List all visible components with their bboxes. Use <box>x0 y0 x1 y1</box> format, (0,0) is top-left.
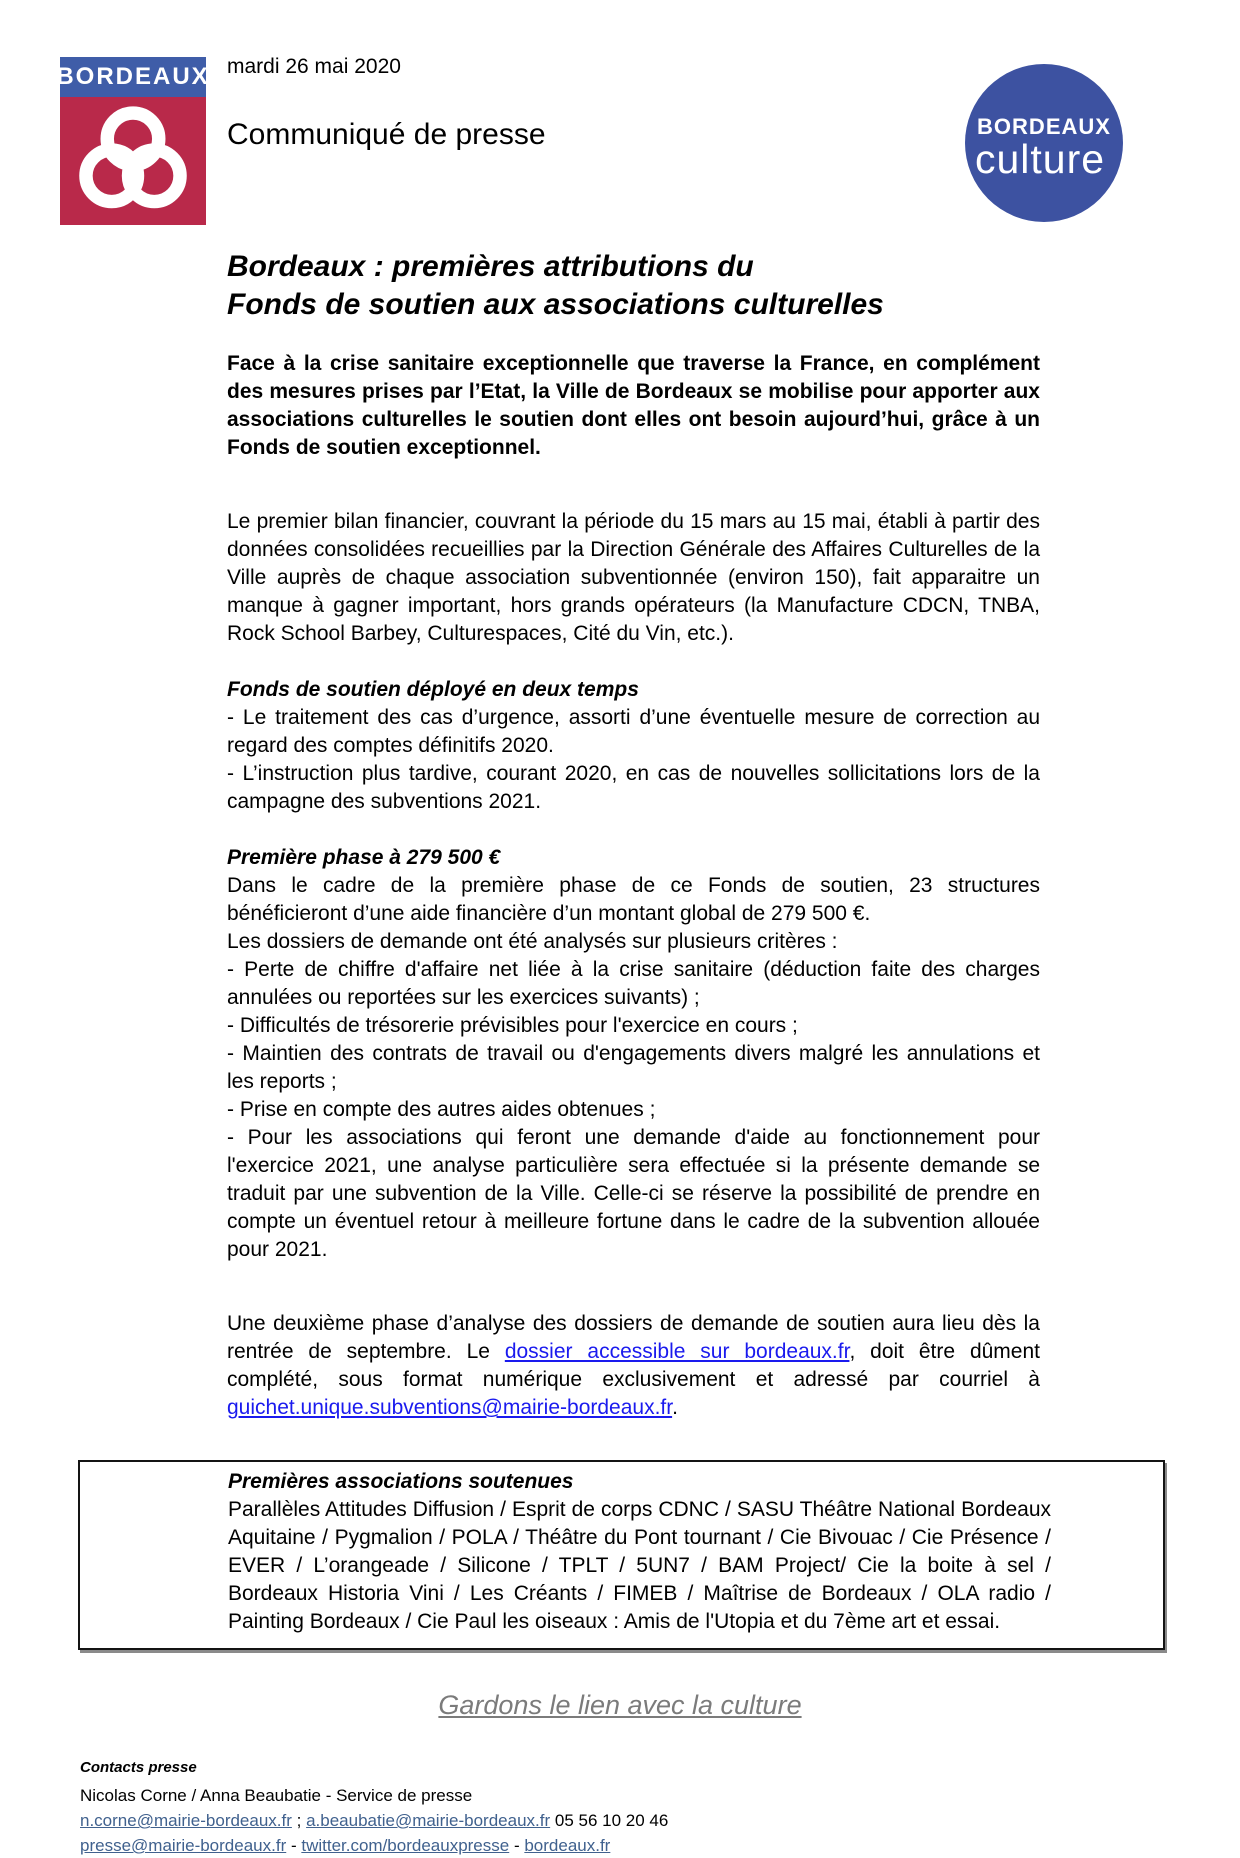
closing-text-1: Une deuxième phase d’analyse des dossiers de demande de soutien aura lieu dès la rentrée de septembre. Le <box>227 1312 1040 1363</box>
closing-text-2: , doit être dûment complété, sous format numérique exclusivement et adressé par courriel à <box>227 1340 1040 1391</box>
page-title-line2: Fonds de soutien aux associations culturelles <box>227 288 884 321</box>
document-type: Communiqué de presse <box>227 118 546 151</box>
contacts-heading: Contacts presse <box>80 1759 197 1776</box>
paragraph-criteres-intro: Les dossiers de demande ont été analysés sur plusieurs critères : <box>227 930 838 953</box>
criterion-maintien: - Maintien des contrats de travail ou d'engagements divers malgré les annulations et les reports ; <box>227 1042 1040 1093</box>
heading-deux-temps: Fonds de soutien déployé en deux temps <box>227 678 639 701</box>
criterion-perte: - Perte de chiffre d'affaire net liée à la crise sanitaire (déduction faite des charges annulées ou reportées sur les exercices suivants) ; <box>227 958 1040 1009</box>
culture-logo-line2: culture <box>974 136 1106 182</box>
contacts-phone: 05 56 10 20 46 <box>550 1811 669 1830</box>
trefoil-icon <box>77 99 189 224</box>
closing-text-3: . <box>672 1396 678 1419</box>
bordeaux-city-logo <box>56 57 210 225</box>
list-item-urgence: - Le traitement des cas d’urgence, assorti d’une éventuelle mesure de correction au regard des comptes définitifs 2020. <box>227 706 1040 757</box>
email-presse-link[interactable]: presse@mairie-bordeaux.fr <box>80 1836 287 1855</box>
culture-logo-line1: BORDEAUX <box>977 114 1111 139</box>
contacts-separator: - <box>509 1836 525 1855</box>
criterion-2021: - Pour les associations qui feront une demande d'aide au fonctionnement pour l'exercice 2021, une analyse particulière sera effectuée si la présente demande se traduit par une subvention de la Ville. Celle-ci se réserve la possibilité de prendre en compte un éventuel retour à meilleure fortune dans le cadre de la subvention allouée pour 2021. <box>227 1126 1040 1261</box>
list-item-instruction: - L’instruction plus tardive, courant 2020, en cas de nouvelles sollicitations lors de la campagne des subventions 2021. <box>227 762 1040 813</box>
city-logo-wordmark: BORDEAUX <box>60 57 206 97</box>
press-date: mardi 26 mai 2020 <box>227 55 401 78</box>
dossier-link[interactable]: dossier accessible sur bordeaux.fr <box>504 1340 850 1363</box>
contacts-line-links <box>80 1833 1240 1858</box>
page-title <box>227 248 1040 324</box>
email-ncorne-link[interactable]: n.corne@mairie-bordeaux.fr <box>80 1811 292 1830</box>
press-contacts <box>80 1755 1240 1858</box>
page-title-line1: Bordeaux : premières attributions du <box>227 250 754 283</box>
associations-box-text: Parallèles Attitudes Diffusion / Esprit de corps CDNC / SASU Théâtre National Bordeaux Aquitaine / Pygmalion / POLA / Théâtre du Pont tournant / Cie Bivouac / Cie Présence / EVER / L’orangeade / Silicone / TPLT / 5UN7 / BAM Project/ Cie la boite à sel / Bordeaux Historia Vini / Les Créants / FIMEB / Maîtrise de Bordeaux / OLA radio / Painting Bordeaux / Cie Paul les oiseaux : Amis de l'Utopia et du 7ème art et essai. <box>228 1498 1051 1633</box>
contacts-names: Nicolas Corne / Anna Beaubatie - Service de presse <box>80 1786 473 1805</box>
closing-paragraph <box>227 1310 1040 1422</box>
bordeaux-culture-logo <box>965 64 1123 222</box>
spacer <box>227 1264 1040 1310</box>
contacts-separator: ; <box>291 1811 307 1830</box>
contacts-separator: - <box>286 1836 302 1855</box>
page-header <box>0 0 1240 240</box>
heading-premiere-phase: Première phase à 279 500 € <box>227 846 501 869</box>
twitter-link[interactable]: twitter.com/bordeauxpresse <box>301 1836 510 1855</box>
intro-paragraph: Face à la crise sanitaire exceptionnelle que traverse la France, en complément des mesures prises par l’Etat, la Ville de Bordeaux se mobilise pour apporter aux associations culturelles le soutien dont elles ont besoin aujourd’hui, grâce à un Fonds de soutien exceptionnel. <box>227 352 1040 459</box>
spacer <box>227 816 1040 844</box>
city-logo-emblem <box>60 97 206 225</box>
criterion-tresorerie: - Difficultés de trésorerie prévisibles pour l'exercice en cours ; <box>227 1014 798 1037</box>
email-abeaubatie-link[interactable]: a.beaubatie@mairie-bordeaux.fr <box>306 1811 551 1830</box>
bordeaux-site-link[interactable]: bordeaux.fr <box>524 1836 611 1855</box>
contacts-line-emails <box>80 1808 1240 1833</box>
criterion-aides: - Prise en compte des autres aides obtenues ; <box>227 1098 656 1121</box>
guichet-email-link[interactable]: guichet.unique.subventions@mairie-bordeaux.fr <box>227 1396 673 1419</box>
paragraph-phase: Dans le cadre de la première phase de ce Fonds de soutien, 23 structures bénéficieront d’une aide financière d’un montant global de 279 500 €. <box>227 874 1040 925</box>
associations-box-heading: Premières associations soutenues <box>228 1470 574 1493</box>
culture-tagline: Gardons le lien avec la culture <box>438 1690 802 1720</box>
paragraph-bilan: Le premier bilan financier, couvrant la période du 15 mars au 15 mai, établi à partir des données consolidées recueillies par la Direction Générale des Affaires Culturelles de la Ville auprès de chaque association subventionnée (environ 150), fait apparaitre un manque à gagner important, hors grands opérateurs (la Manufacture CDCN, TNBA, Rock School Barbey, Culturespaces, Cité du Vin, etc.). <box>227 510 1040 645</box>
associations-box <box>78 1460 1165 1650</box>
main-content <box>227 248 1040 1422</box>
